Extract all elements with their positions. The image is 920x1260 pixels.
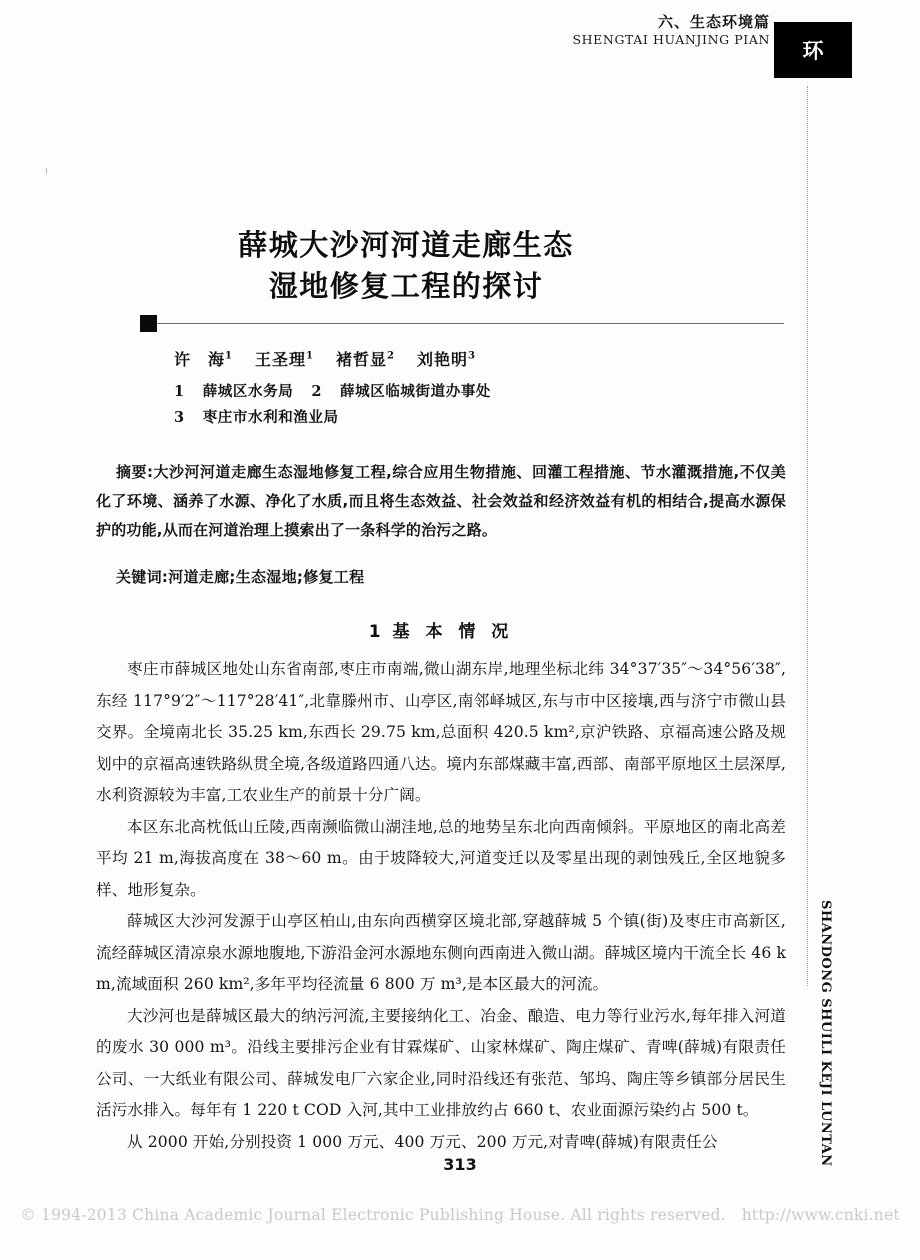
author-list: [174, 347, 786, 370]
affiliation-num-1: 1: [174, 383, 185, 401]
article-title-line-2: 湿地修复工程的探讨: [268, 269, 544, 304]
journal-side-title: SHANDONG SHUILI KEJI LUNTAN: [818, 900, 833, 1167]
header-section-title-pinyin: SHENGTAI HUANJING PIAN: [572, 32, 770, 48]
left-margin-tick: [46, 168, 47, 174]
page-number: 313: [443, 1155, 477, 1174]
article-title-line-1: 薛城大沙河河道走廊生态: [238, 228, 574, 262]
divider-square-marker: [140, 315, 157, 332]
section-number: 1: [368, 622, 381, 643]
article-title: [96, 225, 786, 307]
author-name-4: 刘艳明: [416, 350, 468, 370]
body-paragraph-2: 本区东北高枕低山丘陵,西南濒临微山湖洼地,总的地势呈东北向西南倾斜。平原地区的南北高差平均 21 m,海拔高度在 38～60 m。由于坡降较大,河道变迁以及零星出现的剥蚀残丘,全区地貌多样、地形复杂。: [96, 817, 786, 899]
body-paragraph-5: 从 2000 开始,分别投资 1 000 万元、400 万元、200 万元,对青啤(薛城)有限责任公: [127, 1132, 718, 1151]
affiliation-org-3: 枣庄市水利和渔业局: [202, 408, 339, 426]
author-sup-4: 3: [467, 351, 476, 363]
footer-copyright: [0, 1206, 920, 1224]
author-name-3: 褚哲显: [335, 350, 387, 370]
abstract-text: 大沙河河道走廊生态湿地修复工程,综合应用生物措施、回灌工程措施、节水灌溉措施,不仅美化了环境、涵养了水源、净化了水质,而且将生态效益、社会效益和经济效益有机的相结合,提高水源保护的功能,从而在河道治理上摸索出了一条科学的治污之路。: [96, 463, 786, 539]
author-sup-3: 2: [386, 351, 395, 363]
header-badge-glyph: 环: [802, 37, 824, 63]
affiliation-list: [174, 379, 786, 430]
keywords-paragraph: [96, 566, 786, 587]
right-margin-rule: [807, 86, 808, 986]
body-paragraph-4: 大沙河也是薛城区最大的纳污河流,主要接纳化工、冶金、酿造、电力等行业污水,每年排入河道的废水 30 000 m³。沿线主要排污企业有甘霖煤矿、山家林煤矿、陶庄煤矿、青啤(薛城)有限责任公司、一大纸业有限公司、薛城发电厂六家企业,同时沿线还有张范、邹坞、陶庄等乡镇部分居民生活污水排入。每年有 1 220 t COD 入河,其中工业排放约占 660 t、农业面源污染约占 500 t。: [96, 1006, 786, 1120]
author-sup-1: 1: [225, 351, 233, 363]
body-paragraph-1: 枣庄市薛城区地处山东省南部,枣庄市南端,微山湖东岸,地理坐标北纬 34°37′35″～34°56′38″,东经 117°9′2″～117°28′41″,北靠滕州市、山亭区,南邻峄城区,东与市中区接壤,西与济宁市微山县交界。全境南北长 35.25 km,东西长 29.75 km,总面积 420.5 km²,京沪铁路、京福高速公路及规划中的京福高速铁路纵贯全境,各级道路四通八达。境内东部煤藏丰富,西部、南部平原地区土层深厚,水利资源较为丰富,工农业生产的前景十分广阔。: [96, 660, 787, 805]
author-name-1: 许 海: [174, 350, 226, 370]
abstract-paragraph: [96, 458, 786, 544]
affiliation-org-2: 薛城区临城街道办事处: [340, 383, 492, 401]
body-paragraph-3: 薛城区大沙河发源于山亭区柏山,由东向西横穿区境北部,穿越薛城 5 个镇(街)及枣庄市高新区,流经薛城区清凉泉水源地腹地,下游沿金河水源地东侧向西南进入微山湖。薛城区境内干流全长 46 km,流域面积 260 km²,多年平均径流量 6 800 万 m³,是本区最大的河流。: [96, 912, 786, 994]
divider-line: [157, 323, 784, 324]
affiliation-row-2: [174, 405, 786, 430]
header-section-label: [573, 14, 770, 48]
title-divider: [96, 315, 786, 337]
article-body: [96, 225, 786, 1158]
footer-url[interactable]: http://www.cnki.net: [741, 1206, 900, 1224]
abstract-label: 摘要:: [116, 463, 154, 482]
author-name-2: 王圣理: [254, 350, 306, 370]
author-sup-2: 1: [306, 351, 314, 363]
running-header: [0, 14, 920, 86]
affiliation-num-3: 3: [174, 408, 185, 426]
keywords-label: 关键词:: [116, 568, 169, 587]
header-section-title-cn: 六、生态环境篇: [657, 13, 770, 31]
section-title: 基 本 情 况: [392, 622, 514, 643]
footer-copyright-text: © 1994-2013 China Academic Journal Electronic Publishing House. All rights reserved.: [20, 1206, 726, 1224]
affiliation-num-2: 2: [311, 383, 323, 401]
section-heading: [96, 617, 786, 642]
affiliation-org-1: 薛城区水务局: [202, 383, 294, 401]
keywords-text: 河道走廊;生态湿地;修复工程: [168, 568, 365, 587]
affiliation-row-1: [174, 379, 786, 404]
header-badge: [774, 22, 852, 78]
